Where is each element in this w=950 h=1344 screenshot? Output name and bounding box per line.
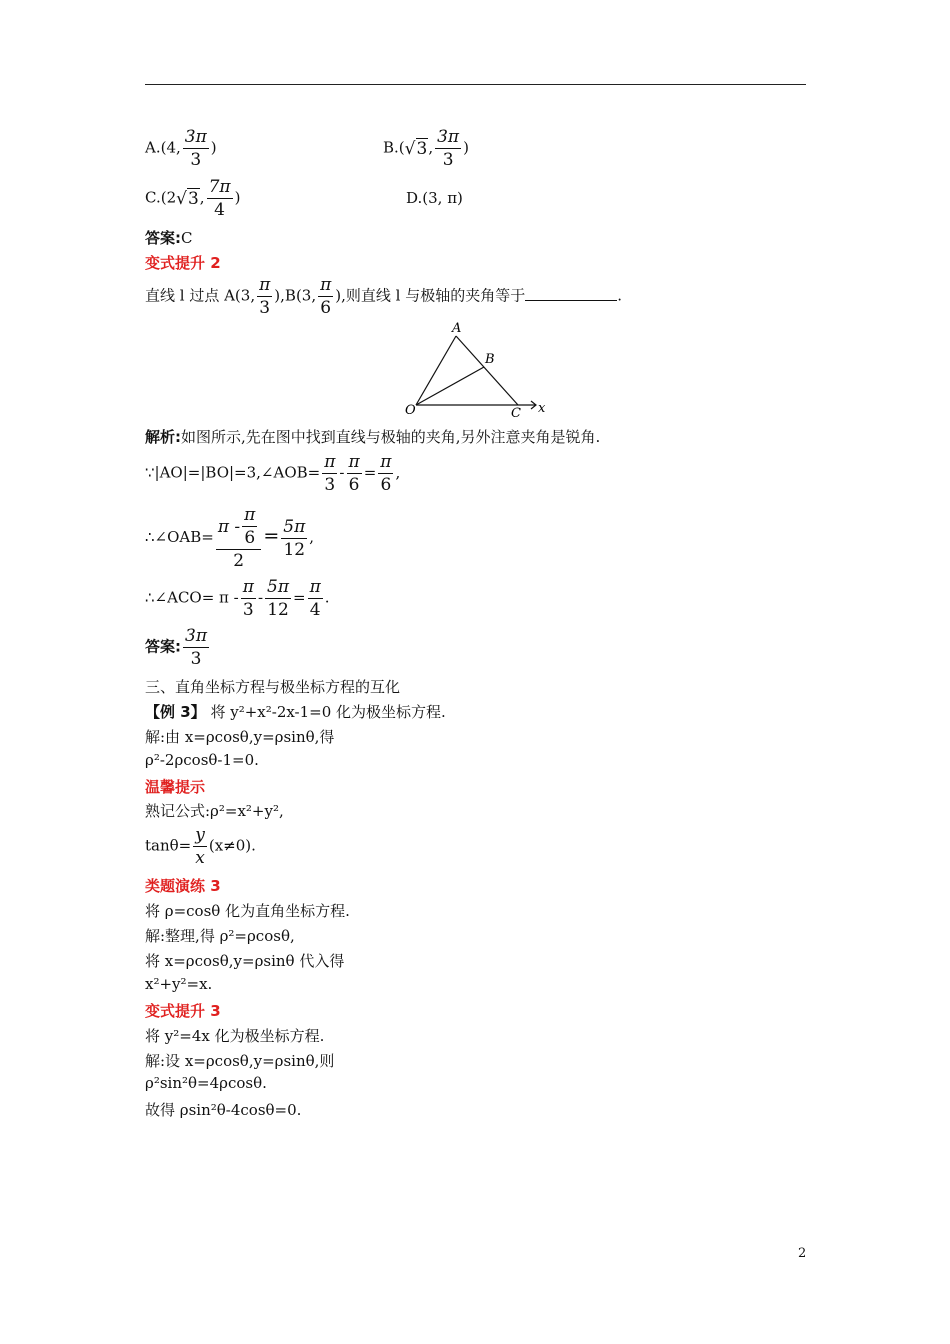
example-3-solution-2: ρ²-2ρcosθ-1=0. bbox=[145, 751, 259, 769]
variant-3-line-4: 故得 ρsin²θ-4cosθ=0. bbox=[145, 1101, 302, 1119]
page-number: 2 bbox=[798, 1246, 807, 1261]
segment-ob bbox=[416, 367, 484, 405]
solution-line-2: ∴∠OAB= π - $\frac{\pi}{6}$ 2 = $\frac{5\pi}{12}$ , bbox=[145, 505, 315, 571]
option-c: C.(2√3, $\frac{7\pi}{4}$ ) bbox=[145, 177, 241, 220]
option-d: D.(3, π) bbox=[406, 189, 463, 207]
example-3: 【例 3】 将 y²+x²-2x-1=0 化为极坐标方程. bbox=[145, 703, 446, 721]
solution-line-1: ∵|AO|=|BO|=3,∠AOB= $\frac{\pi}{3}$ - $\frac{\pi}{6}$ = $\frac{\pi}{6}$ , bbox=[145, 452, 401, 495]
section-3-heading: 三、直角坐标方程与极坐标方程的互化 bbox=[145, 678, 401, 696]
answer-blank[interactable] bbox=[525, 286, 617, 301]
segment-ac bbox=[456, 336, 518, 405]
practice-3-line-3: 将 x=ρcosθ,y=ρsinθ 代入得 bbox=[145, 952, 345, 970]
solution-line-3: ∴∠ACO= π - $\frac{\pi}{3}$ - $\frac{5\pi}{12}$ = $\frac{\pi}{4}$ . bbox=[145, 577, 330, 620]
label-x: x bbox=[538, 401, 546, 416]
answer-2: 答案: $\frac{3\pi}{3}$ bbox=[145, 626, 207, 669]
practice-3-line-1: 将 ρ=cosθ 化为直角坐标方程. bbox=[145, 902, 350, 920]
answer-1: 答案:C bbox=[145, 229, 193, 247]
label-b: B bbox=[485, 352, 495, 367]
example-3-solution-1: 解:由 x=ρcosθ,y=ρsinθ,得 bbox=[145, 728, 335, 746]
header-rule bbox=[145, 84, 806, 85]
option-b: B.(√3, $\frac{3\pi}{3}$ ) bbox=[383, 127, 469, 170]
label-a: A bbox=[452, 321, 462, 336]
practice-3-line-2: 解:整理,得 ρ²=ρcosθ, bbox=[145, 927, 295, 945]
variant-3-line-1: 将 y²=4x 化为极坐标方程. bbox=[145, 1027, 325, 1045]
solution-intro: 解析:如图所示,先在图中找到直线与极轴的夹角,另外注意夹角是锐角. bbox=[145, 428, 601, 446]
practice-3-heading: 类题演练 3 bbox=[145, 877, 221, 895]
triangle-figure bbox=[400, 318, 560, 422]
tip-line-2: tanθ= $\frac{y}{x}$ (x≠0). bbox=[145, 825, 256, 868]
segment-oa bbox=[416, 336, 456, 405]
practice-3-line-4: x²+y²=x. bbox=[145, 975, 213, 993]
label-c: C bbox=[511, 406, 521, 421]
variant-2-heading: 变式提升 2 bbox=[145, 254, 221, 272]
tip-heading: 温馨提示 bbox=[145, 778, 206, 796]
variant-2-question: 直线 l 过点 A(3, $\frac{\pi}{3}$ ),B(3, $\frac{\pi}{6}$ ),则直线 l 与极轴的夹角等于 . bbox=[145, 275, 623, 318]
variant-3-heading: 变式提升 3 bbox=[145, 1002, 221, 1020]
variant-3-line-3: ρ²sin²θ=4ρcosθ. bbox=[145, 1074, 267, 1092]
variant-3-line-2: 解:设 x=ρcosθ,y=ρsinθ,则 bbox=[145, 1052, 335, 1070]
label-o: O bbox=[405, 403, 416, 418]
option-a: A.(4, $\frac{3\pi}{3}$ ) bbox=[145, 127, 217, 170]
tip-line-1: 熟记公式:ρ²=x²+y², bbox=[145, 802, 284, 820]
